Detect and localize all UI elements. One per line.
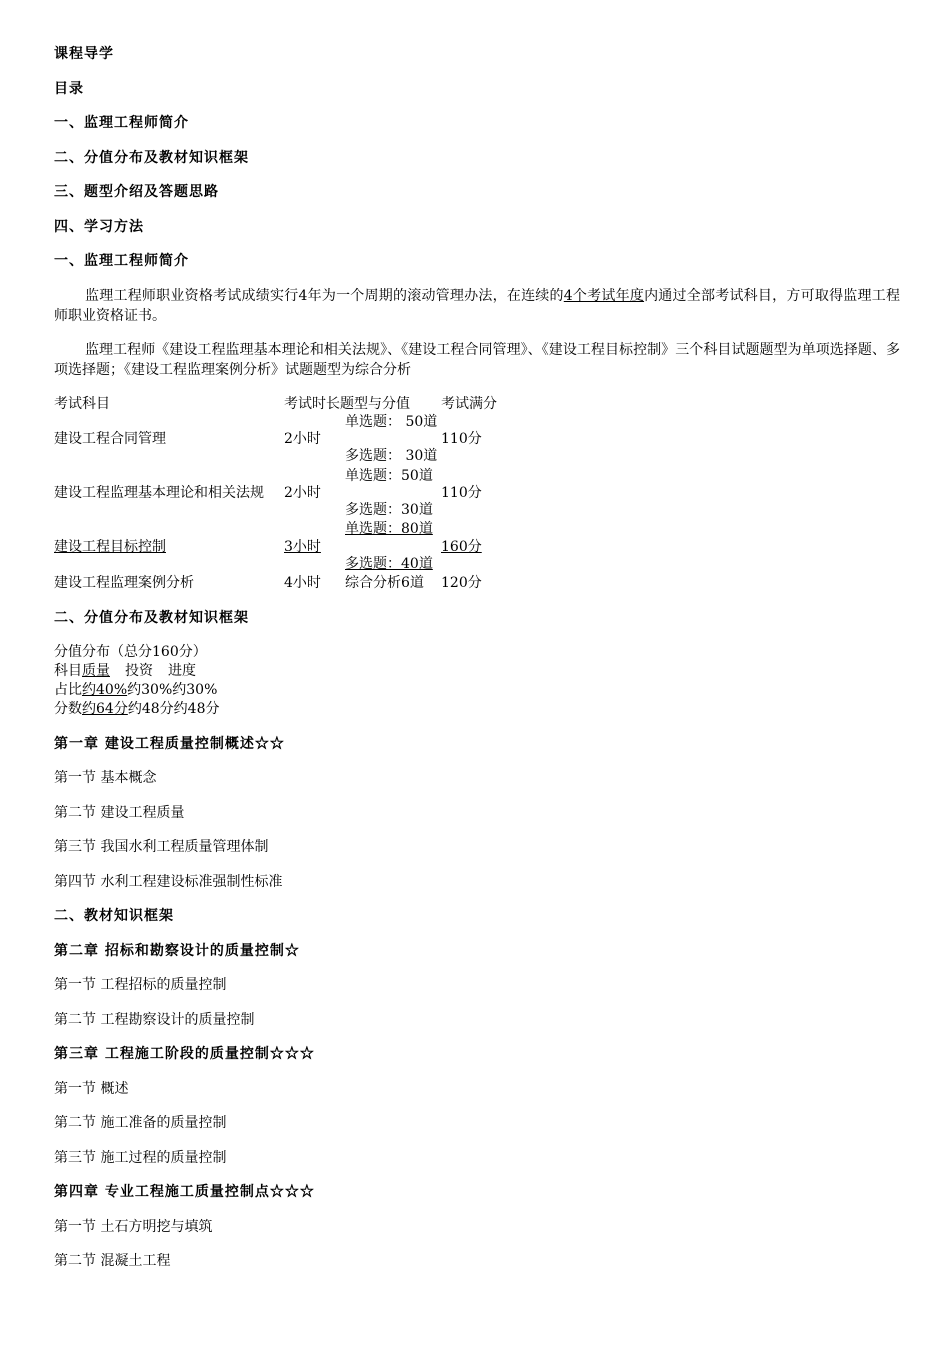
toc-heading: 目录 xyxy=(54,81,84,97)
chapter2-section: 第二节 工程勘察设计的质量控制 xyxy=(54,1012,255,1028)
table-cell-full: 110分 xyxy=(441,485,482,501)
section1-heading: 一、监理工程师简介 xyxy=(54,253,189,269)
section2-heading: 二、分值分布及教材知识框架 xyxy=(54,610,249,626)
table-cell-single: 单选题： 50道 xyxy=(345,414,438,430)
table-cell-full: 160分 xyxy=(441,539,482,555)
chapter4-title: 第四章 专业工程施工质量控制点☆☆☆ xyxy=(54,1184,315,1200)
chapter1-section: 第一节 基本概念 xyxy=(54,770,157,786)
framework-heading: 二、教材知识框架 xyxy=(54,908,174,924)
table-cell-single: 单选题：50道 xyxy=(345,468,433,484)
chapter3-section: 第一节 概述 xyxy=(54,1081,129,1097)
table-cell-subject: 建设工程监理基本理论和相关法规 xyxy=(54,485,264,501)
table-cell-subject: 建设工程合同管理 xyxy=(54,431,166,447)
chapter2-section: 第一节 工程招标的质量控制 xyxy=(54,977,227,993)
table-cell-duration: 2小时 xyxy=(284,485,321,501)
toc-item: 四、学习方法 xyxy=(54,219,144,235)
chapter1-title: 第一章 建设工程质量控制概述☆☆ xyxy=(54,736,285,752)
toc-item: 一、监理工程师简介 xyxy=(54,115,189,131)
table-cell-duration: 3小时 xyxy=(284,539,321,555)
doc-title: 课程导学 xyxy=(54,46,114,62)
chapter1-section: 第四节 水利工程建设标准强制性标准 xyxy=(54,874,283,890)
intro-paragraph-2: 监理工程师《建设工程监理基本理论和相关法规》、《建设工程合同管理》、《建设工程目标控制》三个科目试题题型为单项选择题、多项选择题；《建设工程监理案例分析》试题题型为综合分析 xyxy=(54,342,900,378)
chapter3-title: 第三章 工程施工阶段的质量控制☆☆☆ xyxy=(54,1046,315,1062)
table-cell-multi: 多选题：40道 xyxy=(345,556,433,572)
underlined-term: 4个考试年度 xyxy=(563,288,645,304)
table-cell-subject: 建设工程监理案例分析 xyxy=(54,575,194,591)
table-cell-comprehensive: 综合分析6道 xyxy=(345,575,424,591)
chapter4-section: 第一节 土石方明挖与填筑 xyxy=(54,1219,213,1235)
table-cell-multi: 多选题： 30道 xyxy=(345,448,438,464)
distribution-row-subject: 科目质量 投资 进度 xyxy=(54,663,196,679)
chapter1-section: 第三节 我国水利工程质量管理体制 xyxy=(54,839,269,855)
table-cell-subject: 建设工程目标控制 xyxy=(54,539,166,555)
distribution-title: 分值分布（总分160分） xyxy=(54,644,207,660)
table-header-full: 考试满分 xyxy=(441,396,497,412)
table-header-subject: 考试科目 xyxy=(54,396,110,412)
distribution-row-score: 分数约64分约48分约48分 xyxy=(54,701,220,717)
table-cell-multi: 多选题：30道 xyxy=(345,502,433,518)
intro-paragraph-1: 监理工程师职业资格考试成绩实行4年为一个周期的滚动管理办法，在连续的4个考试年度内通过全部考试科目，方可取得监理工程师职业资格证书。 xyxy=(54,288,900,324)
toc-item: 三、题型介绍及答题思路 xyxy=(54,184,219,200)
distribution-row-ratio: 占比约40%约30%约30% xyxy=(54,682,218,698)
toc-item: 二、分值分布及教材知识框架 xyxy=(54,150,249,166)
table-cell-single: 单选题：80道 xyxy=(345,521,433,537)
chapter2-title: 第二章 招标和勘察设计的质量控制☆ xyxy=(54,943,300,959)
table-header-duration-type: 考试时长题型与分值 xyxy=(284,396,410,412)
chapter1-section: 第二节 建设工程质量 xyxy=(54,805,185,821)
chapter3-section: 第三节 施工过程的质量控制 xyxy=(54,1150,227,1166)
chapter3-section: 第二节 施工准备的质量控制 xyxy=(54,1115,227,1131)
table-cell-duration: 4小时 xyxy=(284,575,321,591)
table-cell-full: 110分 xyxy=(441,431,482,447)
table-cell-duration: 2小时 xyxy=(284,431,321,447)
table-cell-full: 120分 xyxy=(441,575,482,591)
chapter4-section: 第二节 混凝土工程 xyxy=(54,1253,171,1269)
